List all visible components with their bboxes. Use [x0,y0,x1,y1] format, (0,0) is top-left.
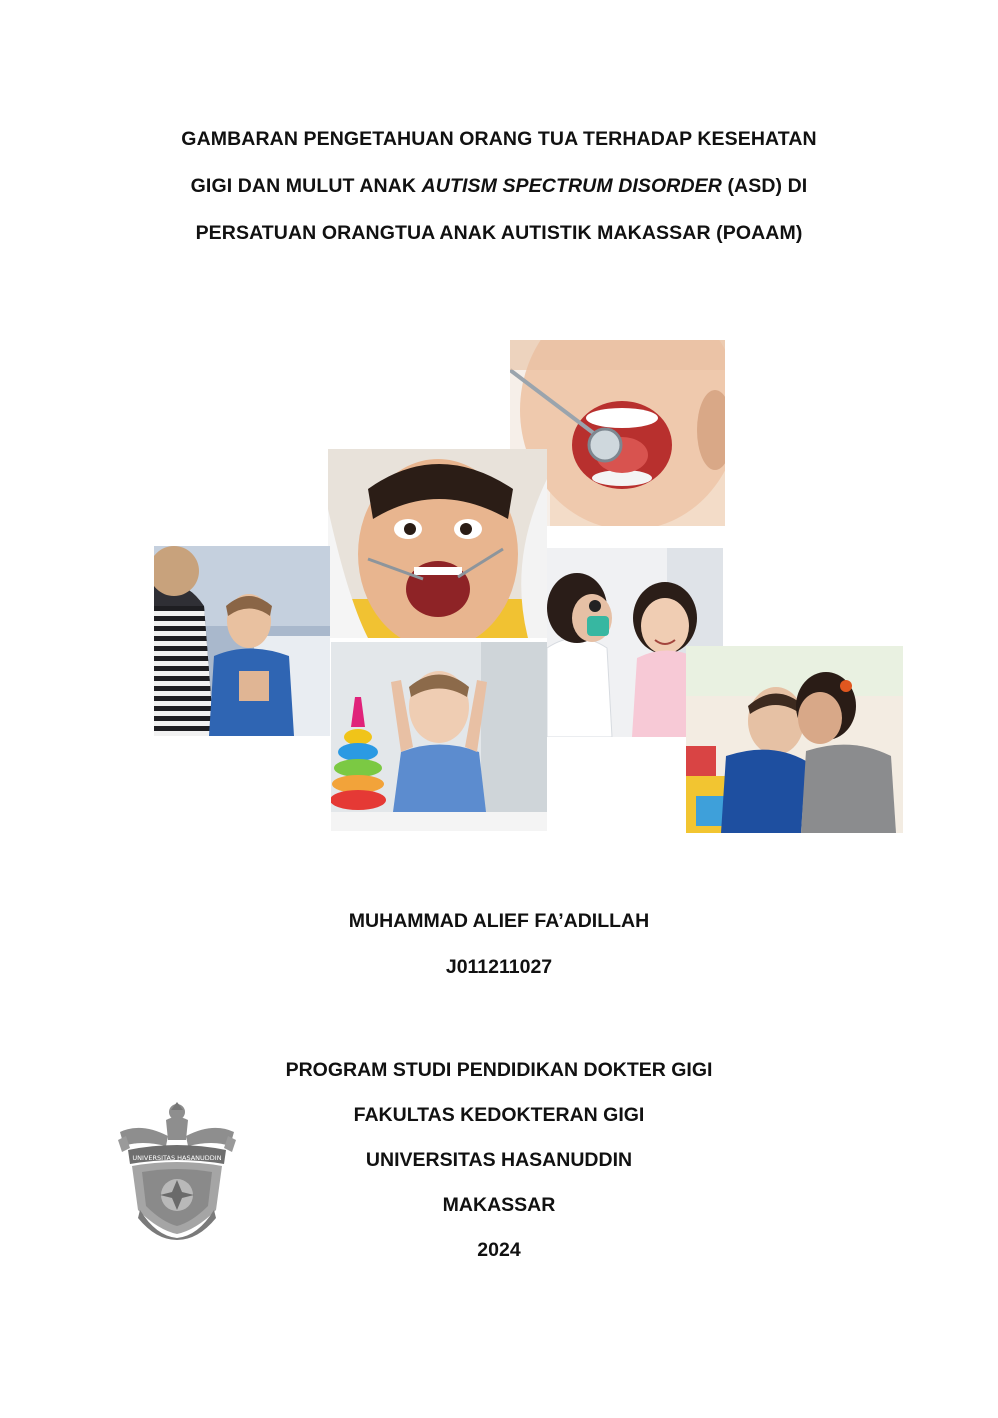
city-name: MAKASSAR [442,1194,556,1216]
boy-dental-exam-photo [328,449,547,638]
boy-gesturing-with-toy-photo [331,642,547,831]
faculty-name: FAKULTAS KEDOKTERAN GIGI [353,1104,645,1126]
title-line-2 [0,175,998,198]
mother-and-son-photo [154,546,330,736]
author-name: MUHAMMAD ALIEF FA’ADILLAH [348,910,650,932]
year: 2024 [477,1239,521,1261]
student-id: J011211027 [445,956,553,978]
title-line-1: GAMBARAN PENGETAHUAN ORANG TUA TERHADAP KESEHATAN [181,128,817,150]
university-name: UNIVERSITAS HASANUDDIN [365,1149,633,1171]
title-line-2-text: GIGI DAN MULUT ANAK [190,175,422,197]
title-line-3: PERSATUAN ORANGTUA ANAK AUTISTIK MAKASSAR (POAAM) [195,222,803,244]
study-program: PROGRAM STUDI PENDIDIKAN DOKTER GIGI [285,1059,713,1081]
title-italic-term: AUTISM SPECTRUM DISORDER [421,175,722,197]
title-line-2-suffix: (ASD) DI [721,175,808,197]
logo-banner-text: UNIVERSITAS HASANUDDIN [132,1154,222,1162]
university-logo [116,1100,238,1240]
mother-hugging-child-photo [686,646,903,833]
